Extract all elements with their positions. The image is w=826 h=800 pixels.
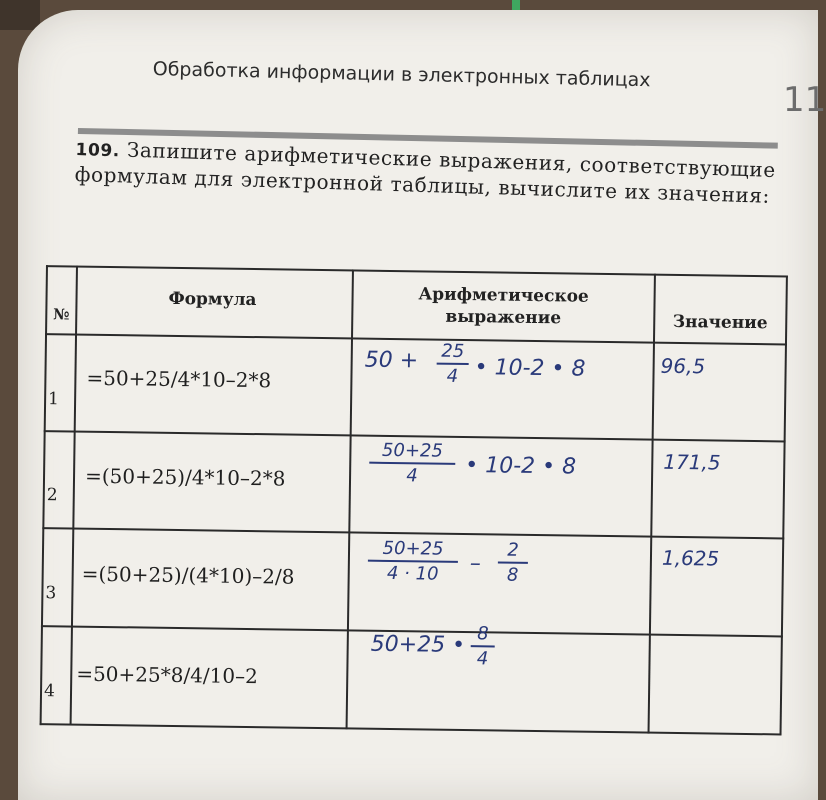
hand-r1-fraction [436, 341, 469, 387]
hand-r1-num: 25 [441, 340, 465, 362]
hand-r2-num: 50+25 [381, 439, 444, 462]
hand-r4-fraction [470, 623, 495, 669]
formula-2: =(50+25)/4*10–2*8 [84, 463, 286, 491]
formula-1: =50+25/4*10–2*8 [86, 365, 272, 393]
formula-4: =50+25*8/4/10–2 [76, 661, 258, 689]
hand-r2-b: • 10-2 • 8 [465, 453, 577, 480]
hand-r3-minus: – [469, 551, 482, 577]
hand-r3-num2: 2 [507, 539, 519, 561]
book-page [18, 10, 826, 800]
hand-r1-den: 4 [446, 365, 459, 387]
row-num-1: 1 [47, 389, 60, 410]
fraction-bar [498, 561, 528, 563]
task-text [74, 136, 795, 209]
desk-corner [0, 0, 40, 30]
hand-r3-fraction-1 [368, 538, 459, 585]
row-num-4: 4 [43, 681, 56, 702]
hand-r4-num: 8 [477, 623, 489, 645]
value-1: 96,5 [660, 353, 706, 379]
row-divider-header [45, 333, 787, 345]
formula-table [30, 265, 796, 736]
header-formula: Формула [168, 288, 257, 311]
header-expression-2: выражение [445, 306, 562, 329]
task-instruction: Запишите арифметические выражения, соответствующие формулам для электронной таблицы, вычислите их значения: [74, 137, 777, 208]
row-num-3: 3 [45, 583, 57, 604]
hand-r3-num: 50+25 [382, 537, 444, 560]
header-value: Значение [672, 311, 768, 334]
hand-r4-a: 50+25 • [370, 631, 466, 659]
task-number: 109. [75, 139, 121, 162]
formula-3: =(50+25)/(4*10)–2/8 [81, 561, 295, 589]
hand-r3-den2: 8 [506, 564, 519, 586]
hand-r3-den: 4 · 10 [386, 562, 439, 585]
hand-r2-den: 4 [406, 465, 418, 487]
value-3: 1,625 [661, 545, 720, 571]
header-num: № [53, 305, 70, 324]
hand-r3-fraction-2 [498, 539, 529, 585]
value-2: 171,5 [663, 449, 721, 475]
hand-r2-fraction [369, 440, 456, 487]
fraction-bar [471, 645, 495, 647]
table-border-top [46, 265, 788, 277]
page-number: 11 [783, 80, 826, 120]
hand-r1-a: 50 + [364, 347, 419, 374]
hand-r1-b: • 10-2 • 8 [474, 355, 586, 382]
row-num-2: 2 [46, 485, 58, 506]
running-title: Обработка информации в электронных таблицах [152, 58, 651, 92]
hand-r4-den: 4 [476, 648, 489, 670]
table-border-bottom [40, 723, 782, 735]
header-expression-1: Арифметическое [418, 284, 589, 307]
